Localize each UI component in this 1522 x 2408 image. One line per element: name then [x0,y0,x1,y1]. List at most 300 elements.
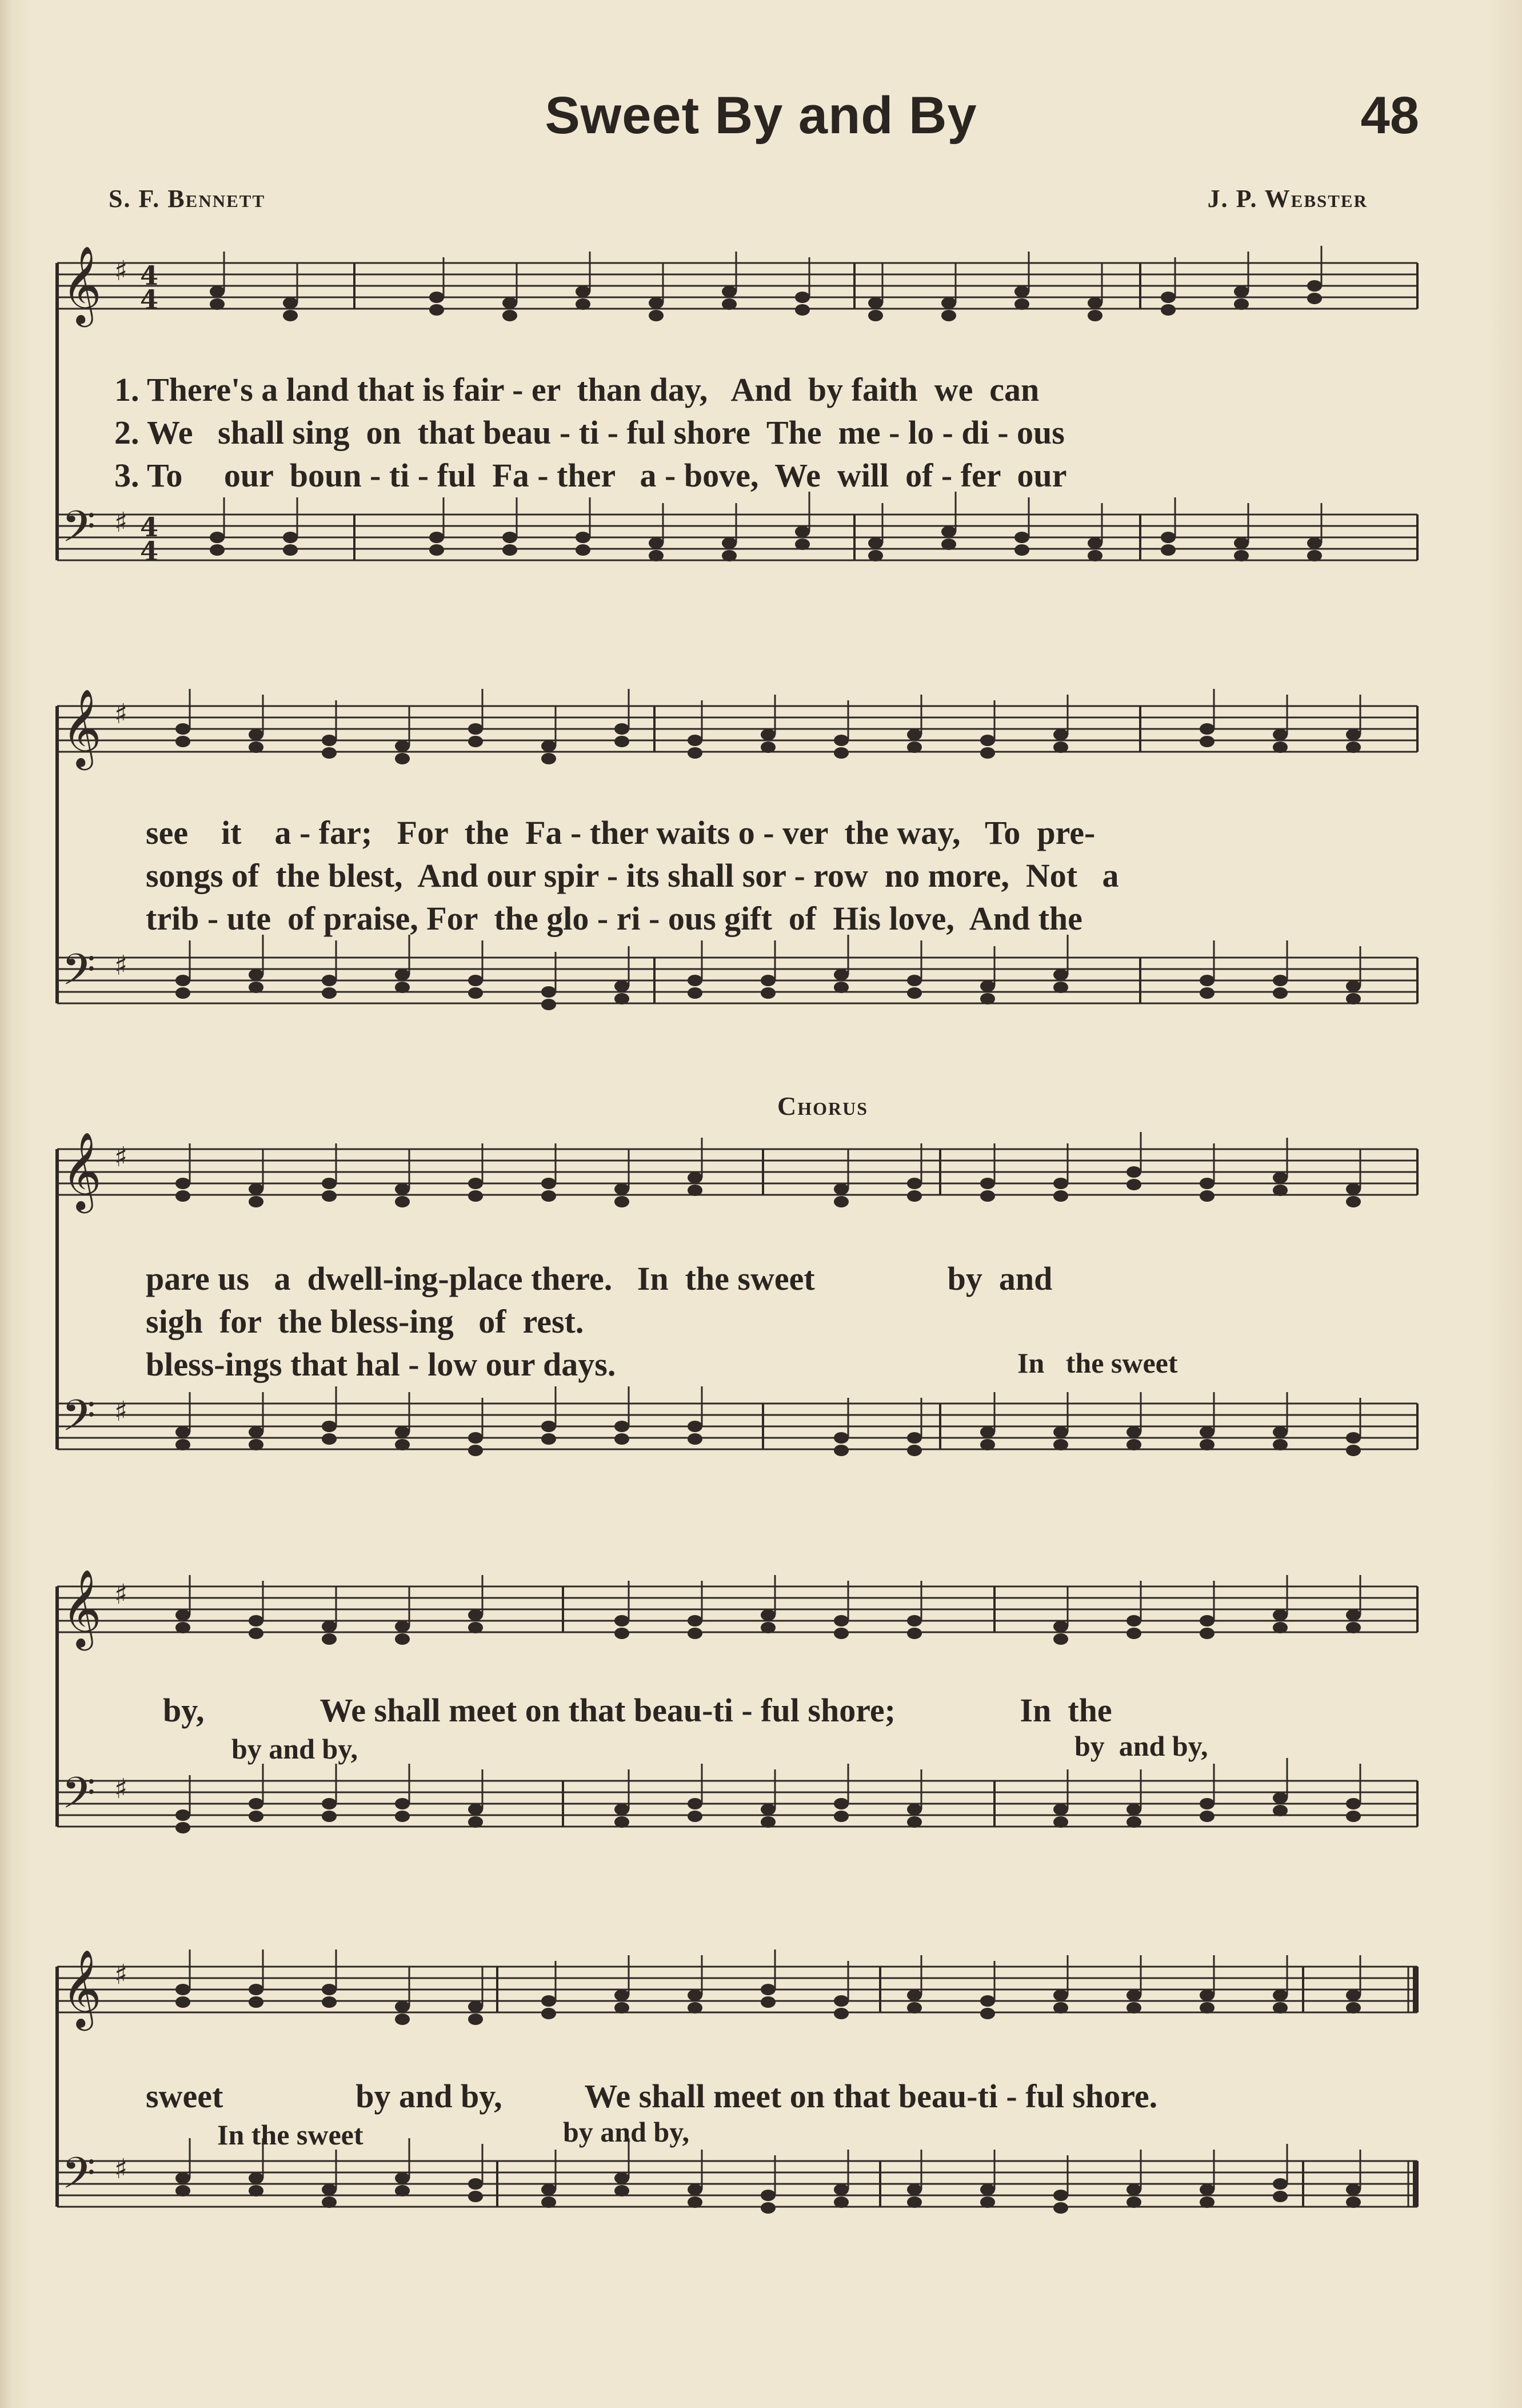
note-head [761,1609,776,1621]
note-head [1273,1185,1288,1196]
bass-clef-icon: 𝄢 [62,944,96,1006]
note-head [1346,2196,1361,2208]
note-head [980,993,995,1004]
note-head [980,735,995,746]
note-head [468,1804,483,1815]
note-head [1053,1816,1068,1828]
note-head [502,297,517,309]
note-head [795,292,810,303]
note-head [834,747,849,759]
note-head [688,1433,702,1445]
note-head [649,550,664,561]
note-head [907,2002,922,2014]
note-head [1126,1179,1141,1190]
note-head [614,2002,629,2014]
note-head [322,975,337,986]
note-head [1053,969,1068,980]
note-head [761,2190,776,2201]
note-head [395,2172,410,2184]
note-head [541,1178,556,1189]
note-head [1273,1792,1288,1804]
note-head [1307,550,1322,561]
note-head [907,1628,922,1639]
note-head [614,1615,629,1626]
note-head [175,975,190,986]
sharp-icon: ♯ [114,1141,128,1173]
note-head [834,1196,849,1207]
note-head [907,1990,922,2001]
note-head [1053,1633,1068,1645]
note-head [468,987,483,999]
note-head [1200,1615,1215,1626]
note-head [761,1804,776,1815]
note-head [907,2196,922,2208]
note-head [907,987,922,999]
note-head [834,2008,849,2019]
note-head [1200,975,1215,986]
note-head [175,987,190,999]
note-head [322,1811,337,1822]
note-head [283,544,298,556]
note-head [429,532,444,543]
note-head [1053,1178,1068,1189]
note-head [907,1804,922,1815]
note-head [614,2172,629,2184]
note-head [980,1426,995,1438]
note-head [576,298,590,310]
note-head [1161,532,1176,543]
note-head [468,1432,483,1444]
note-head [322,1798,337,1809]
note-head [907,1816,922,1828]
note-head [649,537,664,549]
note-head [980,2008,995,2019]
note-head [541,999,556,1010]
note-head [1273,1990,1288,2001]
note-head [1234,298,1249,310]
note-head [761,1816,776,1828]
note-head [541,2184,556,2195]
note-head [1346,1622,1361,1633]
note-head [395,753,410,764]
note-head [468,736,483,747]
note-head [175,1439,190,1450]
note-head [688,987,702,999]
note-head [468,1190,483,1202]
note-head [795,539,810,550]
chorus-label: Chorus [777,1091,869,1121]
sharp-icon: ♯ [114,255,128,287]
note-head [722,550,737,561]
note-head [868,550,883,561]
note-head [1346,2002,1361,2014]
lyric-line: trib - ute of praise, For the glo - ri - ous gift of His love, And the [146,900,1082,937]
note-head [249,969,263,980]
time-signature: 4 [140,284,159,315]
note-head [322,1621,337,1632]
note-head [941,526,956,537]
note-head [1126,1426,1141,1438]
note-head [175,736,190,747]
lyric-line: see it a - far; For the Fa - ther waits o - ver the way, To pre- [146,814,1096,851]
note-head [614,723,629,735]
note-head [322,747,337,759]
note-head [980,1190,995,1202]
note-head [322,1433,337,1445]
sharp-icon: ♯ [114,950,128,982]
note-head [761,741,776,753]
note-head [1126,1804,1141,1815]
note-head [834,2184,849,2195]
note-head [834,1615,849,1626]
note-head [1346,2184,1361,2195]
note-head [576,544,590,556]
note-head [1200,1190,1215,1202]
note-head [1200,1990,1215,2001]
note-head [1273,729,1288,740]
note-head [1053,2190,1068,2201]
note-head [249,1811,263,1822]
lyricist-credit: S. F. Bennett [109,185,266,213]
note-head [429,292,444,303]
note-head [688,2184,702,2195]
note-head [1273,2002,1288,2014]
note-head [834,1628,849,1639]
note-head [1014,544,1029,556]
note-head [1273,741,1288,753]
note-head [1126,1816,1141,1828]
note-head [614,980,629,992]
note-head [322,1421,337,1432]
note-head [1014,298,1029,310]
note-head [1200,2196,1215,2208]
note-head [249,982,263,993]
note-head [688,1811,702,1822]
note-head [175,1178,190,1189]
note-head [576,286,590,297]
treble-clef-icon: 𝄞 [62,1568,102,1647]
note-head [834,969,849,980]
note-head [502,544,517,556]
note-head [395,2001,410,2012]
lyric-line: sweet by and by, We shall meet on that beau-ti - ful shore. [146,2078,1158,2115]
note-head [1200,736,1215,747]
note-head [541,986,556,998]
bass-lyric: by and by, [563,2116,689,2148]
note-head [249,1439,263,1450]
note-head [175,2185,190,2196]
note-head [249,1615,263,1626]
note-head [1273,2191,1288,2202]
note-head [1014,286,1029,297]
note-head [834,982,849,993]
note-head [1053,1804,1068,1815]
note-head [175,723,190,735]
note-head [614,1816,629,1828]
sharp-icon: ♯ [114,1773,128,1805]
note-head [980,2184,995,2195]
note-head [1126,2196,1141,2208]
note-head [868,537,883,549]
note-head [395,1798,410,1809]
note-head [1273,1609,1288,1621]
note-head [1346,729,1361,740]
lyric-line: pare us a dwell-ing-place there. In the sweet by and [146,1260,1053,1297]
note-head [1273,1439,1288,1450]
note-head [614,1990,629,2001]
note-head [249,2185,263,2196]
note-head [1053,1426,1068,1438]
note-head [688,2196,702,2208]
note-head [322,1984,337,1995]
note-head [395,1439,410,1450]
note-head [395,1811,410,1822]
note-head [249,741,263,753]
note-head [795,526,810,537]
note-head [614,1628,629,1639]
note-head [980,747,995,759]
bass-lyric: by and by, [231,1733,358,1765]
note-head [576,532,590,543]
note-head [1200,1628,1215,1639]
note-head [1053,1190,1068,1202]
note-head [614,1196,629,1207]
note-head [1346,1445,1361,1456]
note-head [1200,1798,1215,1809]
note-head [1088,550,1102,561]
note-head [429,304,444,316]
note-head [1126,1990,1141,2001]
note-head [395,1426,410,1438]
note-head [688,1421,702,1432]
note-head [1346,980,1361,992]
note-head [395,969,410,980]
note-head [1346,1183,1361,1195]
lyric-line: 1. There's a land that is fair - er than day, And by faith we can [114,371,1040,408]
note-head [468,1816,483,1828]
note-head [1126,1615,1141,1626]
note-head [541,2008,556,2019]
note-head [322,1996,337,2008]
lyric-line: by, We shall meet on that beau-ti - ful shore; In the [163,1692,1112,1729]
note-head [502,532,517,543]
bass-lyric: In the sweet [217,2119,363,2151]
note-head [1234,550,1249,561]
note-head [468,1178,483,1189]
note-head [907,741,922,753]
note-head [1346,1432,1361,1444]
note-head [249,1996,263,2008]
note-head [1273,1426,1288,1438]
note-head [541,740,556,752]
note-head [980,980,995,992]
note-head [541,1421,556,1432]
note-head [1088,310,1102,321]
note-head [468,723,483,735]
note-head [1273,975,1288,986]
note-head [249,1196,263,1207]
note-head [1126,1166,1141,1178]
note-head [1273,987,1288,999]
bass-clef-icon: 𝄢 [62,501,96,563]
note-head [175,1609,190,1621]
note-head [1053,982,1068,993]
note-head [175,2172,190,2184]
note-head [761,987,776,999]
note-head [688,2002,702,2014]
bass-clef-icon: 𝄢 [62,1768,96,1829]
note-head [688,1615,702,1626]
note-head [980,1439,995,1450]
note-head [761,729,776,740]
note-head [722,537,737,549]
note-head [1053,1439,1068,1450]
note-head [210,532,225,543]
note-head [395,740,410,752]
note-head [175,1622,190,1633]
note-head [283,310,298,321]
note-head [1346,1798,1361,1809]
page-number: 48 [1360,86,1419,145]
note-head [834,1183,849,1195]
note-head [649,310,664,321]
time-signature: 4 [140,260,159,291]
note-head [761,1984,776,1995]
note-head [868,297,883,309]
note-head [210,286,225,297]
note-head [1161,544,1176,556]
note-head [834,1811,849,1822]
note-head [1126,2184,1141,2195]
note-head [468,975,483,986]
note-head [210,544,225,556]
bass-clef-icon: 𝄢 [62,2148,96,2209]
note-head [980,1178,995,1189]
note-head [249,1798,263,1809]
note-head [1126,2002,1141,2014]
note-head [541,1433,556,1445]
note-head [907,1432,922,1444]
note-head [1053,729,1068,740]
note-head [980,1995,995,2007]
note-head [1161,292,1176,303]
note-head [1053,2202,1068,2214]
note-head [688,1172,702,1183]
note-head [322,987,337,999]
note-head [1053,1621,1068,1632]
note-head [907,1190,922,1202]
hymn-title: Sweet By and By [545,86,977,145]
note-head [322,1190,337,1202]
note-head [395,982,410,993]
note-head [761,2202,776,2214]
note-head [468,2001,483,2012]
note-head [468,1445,483,1456]
note-head [688,735,702,746]
note-head [468,1609,483,1621]
note-head [649,297,664,309]
note-head [795,304,810,316]
note-head [322,1178,337,1189]
note-head [1161,304,1176,316]
bass-lyric: In the sweet [1017,1347,1178,1379]
note-head [1014,532,1029,543]
note-head [834,735,849,746]
note-head [1200,1426,1215,1438]
note-head [249,1183,263,1195]
lyric-line: bless-ings that hal - low our days. [146,1346,616,1383]
note-head [175,1984,190,1995]
final-barline [1413,2161,1419,2207]
note-head [395,1633,410,1645]
note-head [761,975,776,986]
time-signature: 4 [140,536,159,567]
note-head [1053,741,1068,753]
note-head [614,1421,629,1432]
treble-clef-icon: 𝄞 [62,1948,102,2027]
note-head [395,2014,410,2025]
note-head [395,1196,410,1207]
note-head [175,1190,190,1202]
note-head [688,1990,702,2001]
lyric-line: 3. To our boun - ti - ful Fa - ther a - bove, We will of - fer our [114,457,1067,494]
note-head [1200,2002,1215,2014]
note-head [395,1621,410,1632]
note-head [541,753,556,764]
note-head [322,1633,337,1645]
composer-credit: J. P. Webster [1207,185,1368,213]
sharp-icon: ♯ [114,507,128,539]
note-head [614,1433,629,1445]
note-head [1346,1811,1361,1822]
note-head [1273,1622,1288,1633]
note-head [980,2196,995,2208]
note-head [688,747,702,759]
note-head [688,1798,702,1809]
treble-clef-icon: 𝄞 [62,1131,102,1210]
note-head [941,310,956,321]
note-head [834,1798,849,1809]
note-head [907,729,922,740]
bass-lyric: by and by, [1074,1730,1208,1762]
note-head [468,2178,483,2190]
note-head [1346,1196,1361,1207]
bass-clef-icon: 𝄢 [62,1390,96,1452]
note-head [1273,2178,1288,2190]
note-head [322,735,337,746]
final-barline [1413,1967,1419,2012]
note-head [1346,1609,1361,1621]
note-head [249,1628,263,1639]
sharp-icon: ♯ [114,698,128,730]
note-head [761,1996,776,2008]
note-head [468,1622,483,1633]
sharp-icon: ♯ [114,1578,128,1610]
note-head [395,1183,410,1195]
note-head [541,2196,556,2208]
note-head [468,2191,483,2202]
note-head [249,2172,263,2184]
note-head [1346,1990,1361,2001]
note-head [614,1804,629,1815]
note-head [834,1445,849,1456]
note-head [1307,293,1322,304]
note-head [249,729,263,740]
note-head [688,1185,702,1196]
note-head [541,1995,556,2007]
note-head [907,2184,922,2195]
note-head [761,1622,776,1633]
